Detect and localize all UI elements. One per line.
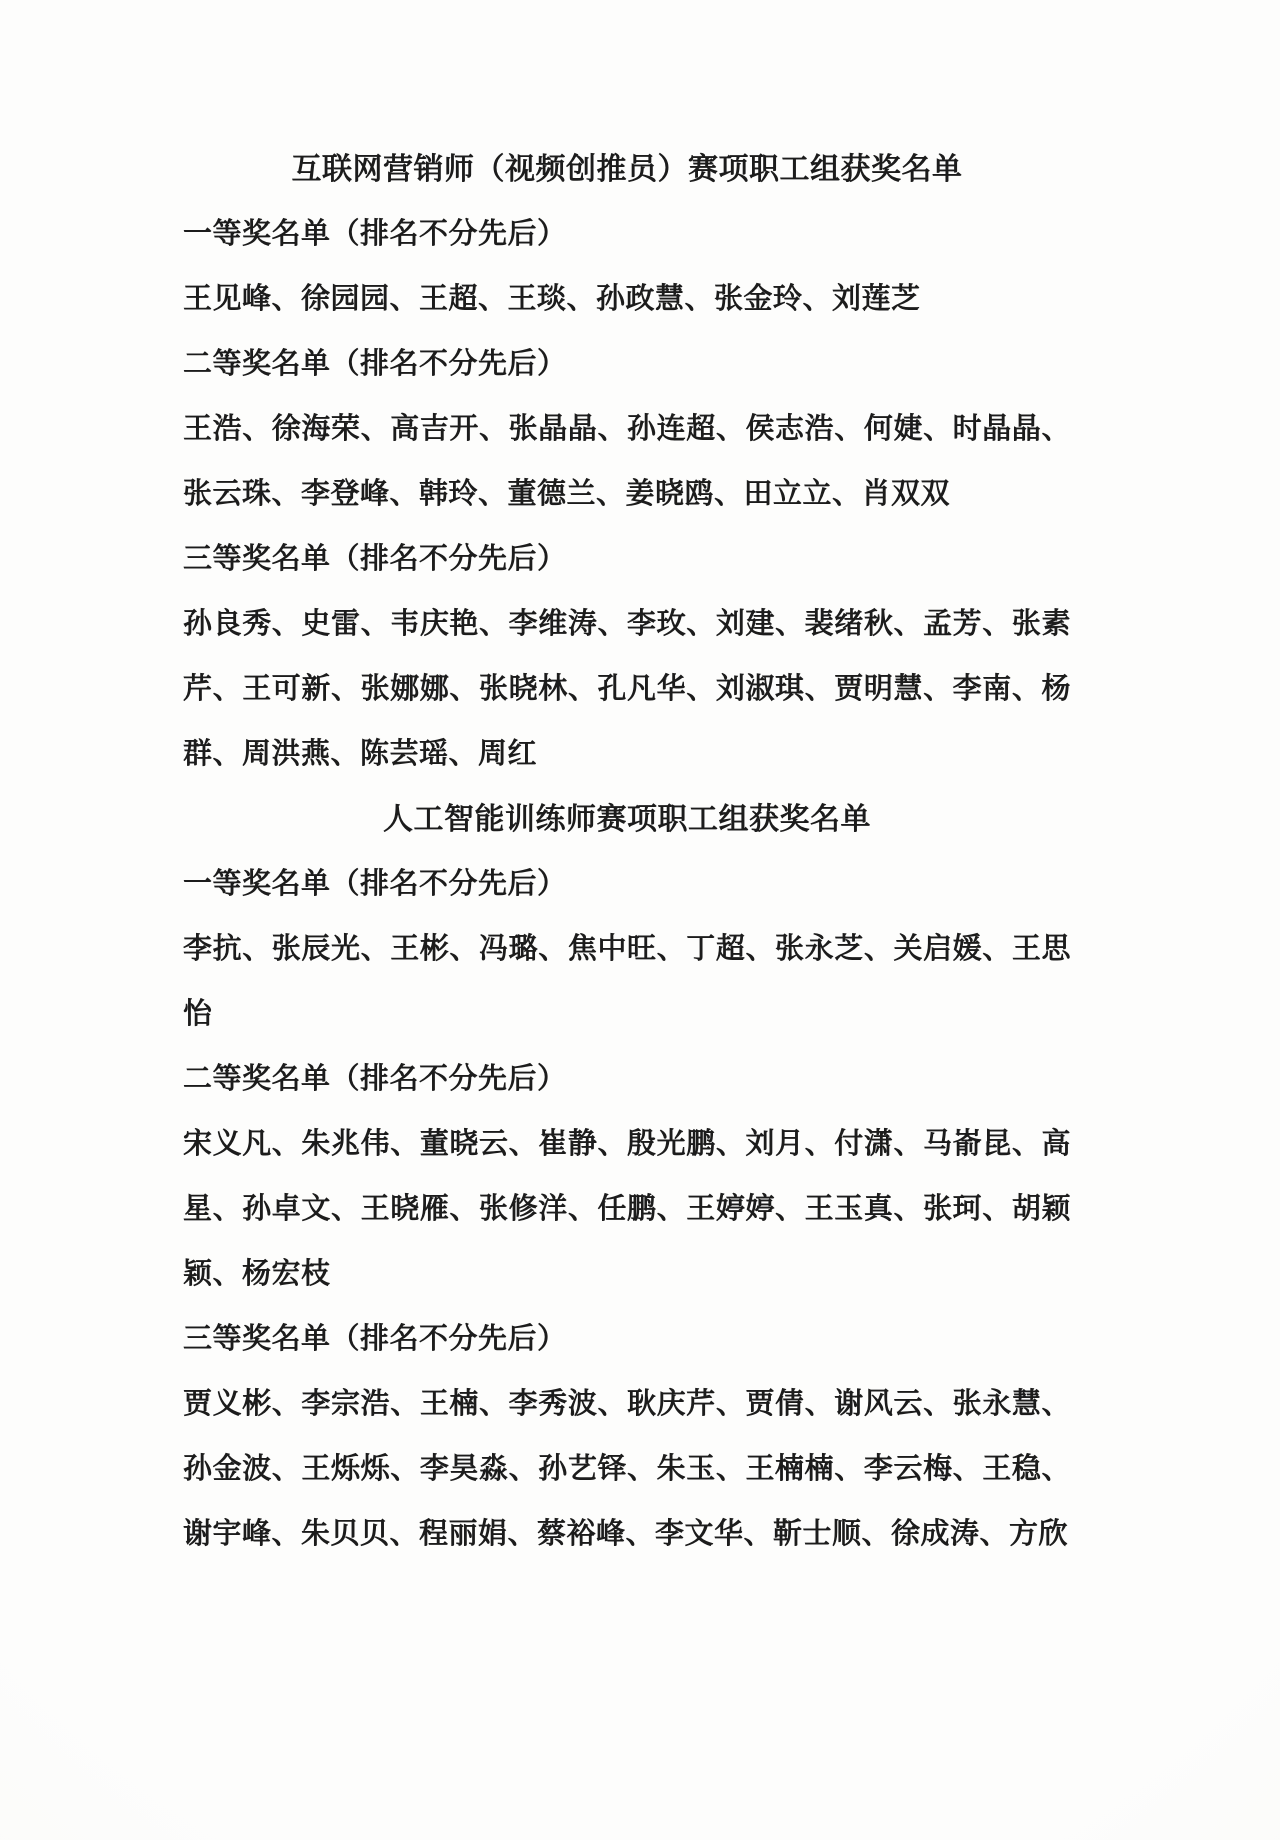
section1-second-prize-heading: 二等奖名单（排名不分先后） xyxy=(183,348,567,380)
section2-third-prize-heading: 三等奖名单（排名不分先后） xyxy=(183,1323,567,1355)
section1-third-prize-heading: 三等奖名单（排名不分先后） xyxy=(183,543,567,575)
section1-second-prize-names-line2: 张云珠、李登峰、韩玲、董德兰、姜晓鸥、田立立、肖双双 xyxy=(183,478,951,510)
section2-third-prize-names-line2: 孙金波、王烁烁、李昊淼、孙艺铎、朱玉、王楠楠、李云梅、王稳、 xyxy=(183,1453,1071,1485)
section2-title: 人工智能训练师赛项职工组获奖名单 xyxy=(383,803,871,836)
section2-second-prize-names-line3: 颖、杨宏枝 xyxy=(183,1258,331,1290)
section2-first-prize-names-line1: 李抗、张辰光、王彬、冯璐、焦中旺、丁超、张永芝、关启媛、王思 xyxy=(183,933,1071,965)
section2-second-prize-names-line2: 星、孙卓文、王晓雁、张修洋、任鹏、王婷婷、王玉真、张珂、胡颖 xyxy=(183,1193,1071,1225)
section1-title: 互联网营销师（视频创推员）赛项职工组获奖名单 xyxy=(291,153,963,186)
award-winners-document xyxy=(183,137,1071,1567)
section1-third-prize-names-line3: 群、周洪燕、陈芸瑶、周红 xyxy=(183,738,538,770)
section1-second-prize-names-line1: 王浩、徐海荣、高吉开、张晶晶、孙连超、侯志浩、何婕、时晶晶、 xyxy=(183,413,1071,445)
section2-second-prize-heading: 二等奖名单（排名不分先后） xyxy=(183,1063,567,1095)
section2-third-prize-names-line3: 谢宇峰、朱贝贝、程丽娟、蔡裕峰、李文华、靳士顺、徐成涛、方欣 xyxy=(183,1518,1069,1550)
section1-third-prize-names-line1: 孙良秀、史雷、韦庆艳、李维涛、李玫、刘建、裴绪秋、孟芳、张素 xyxy=(183,608,1071,640)
section2-second-prize-names-line1: 宋义凡、朱兆伟、董晓云、崔静、殷光鹏、刘月、付潇、马嵛昆、高 xyxy=(183,1128,1071,1160)
section2-third-prize-names-line1: 贾义彬、李宗浩、王楠、李秀波、耿庆芹、贾倩、谢风云、张永慧、 xyxy=(183,1388,1071,1420)
section2-first-prize-heading: 一等奖名单（排名不分先后） xyxy=(183,868,567,900)
section2-first-prize-names-line2: 怡 xyxy=(183,998,213,1030)
section1-third-prize-names-line2: 芹、王可新、张娜娜、张晓林、孔凡华、刘淑琪、贾明慧、李南、杨 xyxy=(183,673,1071,705)
section1-first-prize-heading: 一等奖名单（排名不分先后） xyxy=(183,218,567,250)
section1-first-prize-names-line1: 王见峰、徐园园、王超、王琰、孙政慧、张金玲、刘莲芝 xyxy=(183,283,921,315)
